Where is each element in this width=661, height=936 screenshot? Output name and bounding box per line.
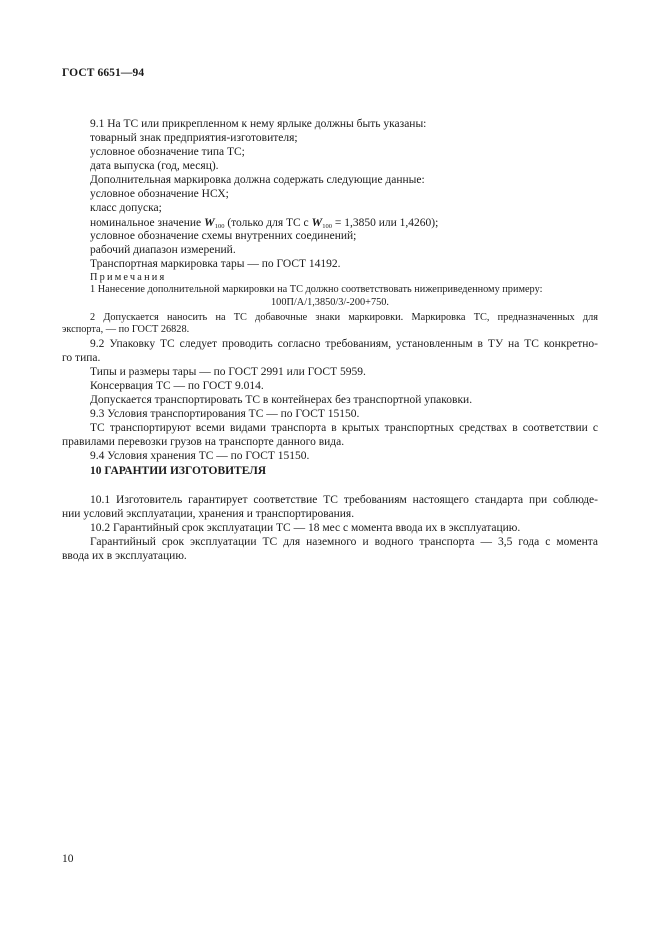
clause-9-2-line-2: го типа. bbox=[62, 352, 101, 364]
w-symbol: W bbox=[204, 215, 215, 229]
note-2-line-2: экспорта, — по ГОСТ 26828. bbox=[62, 324, 190, 335]
section-10-title: 10 ГАРАНТИИ ИЗГОТОВИТЕЛЯ bbox=[90, 465, 267, 477]
nominal-text-c: = 1,3850 или 1,4260); bbox=[331, 217, 439, 229]
clause-9-3-line-3: правилами перевозки грузов на транспорте данного вида. bbox=[62, 436, 345, 448]
list-item: условное обозначение НСХ; bbox=[90, 188, 229, 200]
note-1: 1 Нанесение дополнительной маркировки на ТС должно соответствовать нижеприведенному примеру: bbox=[90, 284, 543, 295]
note-2-line-1: 2 Допускается наносить на ТС добавочные знаки маркировки. Маркировка ТС, предназначенных для bbox=[90, 312, 598, 323]
clause-10-2-warranty-line-1: Гарантийный срок эксплуатации ТС для наземного и водного транспорта — 3,5 года с момента bbox=[90, 536, 598, 548]
clause-9-2-line-1: 9.2 Упаковку ТС следует проводить согласно требованиям, установленным в ТУ на ТС конкретно- bbox=[90, 338, 598, 350]
notes-heading: Примечания bbox=[90, 272, 167, 283]
clause-9-3-line-1: 9.3 Условия транспортирования ТС — по ГОСТ 15150. bbox=[90, 408, 360, 420]
list-item: класс допуска; bbox=[90, 202, 162, 214]
clause-10-2: 10.2 Гарантийный срок эксплуатации ТС — 18 мес с момента ввода их в эксплуатацию. bbox=[90, 522, 521, 534]
list-item: Дополнительная маркировка должна содержать следующие данные: bbox=[90, 174, 425, 186]
marking-example: 100П/А/1,3850/3/-200+750. bbox=[271, 297, 389, 308]
w-symbol: W bbox=[311, 215, 323, 229]
clause-9-1-intro: 9.1 На ТС или прикрепленном к нему ярлыке должны быть указаны: bbox=[90, 118, 427, 130]
clause-9-2-line-3: Типы и размеры тары — по ГОСТ 2991 или ГОСТ 5959. bbox=[90, 366, 366, 378]
list-item: условное обозначение схемы внутренних соединений; bbox=[90, 230, 357, 242]
document-header: ГОСТ 6651—94 bbox=[62, 67, 145, 79]
list-item: дата выпуска (год, месяц). bbox=[90, 160, 219, 172]
clause-9-4: 9.4 Условия хранения ТС — по ГОСТ 15150. bbox=[90, 450, 310, 462]
nominal-text-b: (только для ТС с bbox=[224, 217, 312, 229]
clause-9-2-line-5: Допускается транспортировать ТС в контейнерах без транспортной упаковки. bbox=[90, 394, 473, 406]
clause-10-1-line-1: 10.1 Изготовитель гарантирует соответствие ТС требованиям настоящего стандарта при соблюде- bbox=[90, 494, 598, 506]
list-item: рабочий диапазон измерений. bbox=[90, 244, 236, 256]
list-item: товарный знак предприятия-изготовителя; bbox=[90, 132, 298, 144]
page-number: 10 bbox=[62, 853, 74, 865]
clause-10-2-warranty-line-2: ввода их в эксплуатацию. bbox=[62, 550, 187, 562]
list-item: Транспортная маркировка тары — по ГОСТ 14192. bbox=[90, 258, 341, 270]
clause-10-1-line-2: нии условий эксплуатации, хранения и транспортирования. bbox=[62, 508, 355, 520]
nominal-text-a: номинальное значение bbox=[90, 217, 205, 229]
clause-9-2-line-4: Консервация ТС — по ГОСТ 9.014. bbox=[90, 380, 264, 392]
clause-9-3-line-2: ТС транспортируют всеми видами транспорта в крытых транспортных средствах в соответствии с bbox=[90, 422, 598, 434]
w-subscript: 100 bbox=[322, 223, 332, 230]
w-subscript: 100 bbox=[214, 223, 225, 230]
list-item: условное обозначение типа ТС; bbox=[90, 146, 245, 158]
